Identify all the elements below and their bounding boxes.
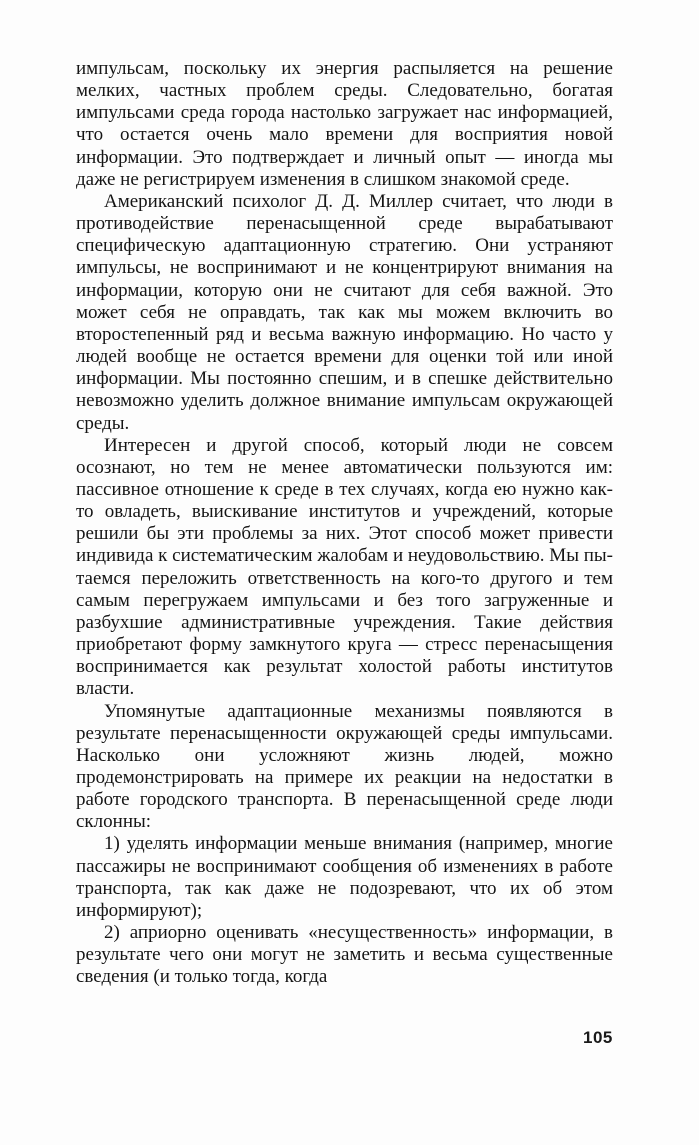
paragraph-passive-attitude: Интересен и другой способ, который люди не совсем осознают, но тем не менее автоматически пользуются им: пассивное отношение к среде в тех случаях, когда ею нужно как-то овладеть, выискивание институтов и учреждений, которые решили бы эти проблемы за них. Этот способ может привести индивида к систематическим жалобам и неудовольствию. Мы пытаемся переложить ответственность на кого-то другого и тем самым перегружаем импульсами и без того загруженные и разбухшие административные учреждения. Такие действия приобретают форму замкнутого круга — стресс перенасыщения воспринимается как результат холостой работы институтов власти. (76, 434, 613, 700)
paragraph-continuation: импульсам, поскольку их энергия распыляется на решение мелких, частных проблем среды. Следовательно, богатая импульсами среда города настолько загружает нас информацией, что остается очень мало времени для восприятия новой информации. Это подтверждает и личный опыт — иногда мы даже не регистрируем изменения в слишком знакомой среде. (76, 58, 613, 190)
page-number: 105 (583, 1028, 613, 1047)
list-item-1: 1) уделять информации меньше внимания (например, многие пассажиры не воспринимают сообщения об изменениях в работе транспорта, так как даже не подозревают, что их об этом информируют); (76, 833, 613, 921)
paragraph-miller: Американский психолог Д. Д. Миллер считает, что люди в противодействие перенасыщенной среде вырабатывают специфическую адаптационную стратегию. Они устраняют импульсы, не воспринимают и не концентрируют внимания на информации, которую они не считают для себя важной. Это может себя не оправдать, так как мы можем включить во второстепенный ряд и весьма важную информацию. Но часто у людей вообще не остается времени для оценки той или иной информации. Мы постоянно спешим, и в спешке действительно невозможно уделить должное внимание импульсам окружающей среды. (76, 190, 613, 434)
list-item-2: 2) априорно оценивать «несущественность» информации, в результате чего они могут не заметить и весьма существенные сведения (и только тогда, когда (76, 922, 613, 988)
paragraph-adaptation-mechanisms: Упомянутые адаптационные механизмы появляются в результате перенасыщенности окружающей среды импульсами. Насколько они усложняют жизнь людей, можно продемонстрировать на примере их реакции на недостатки в работе городского транспорта. В перенасыщенной среде люди склонны: (76, 700, 613, 833)
body-text (76, 58, 613, 989)
